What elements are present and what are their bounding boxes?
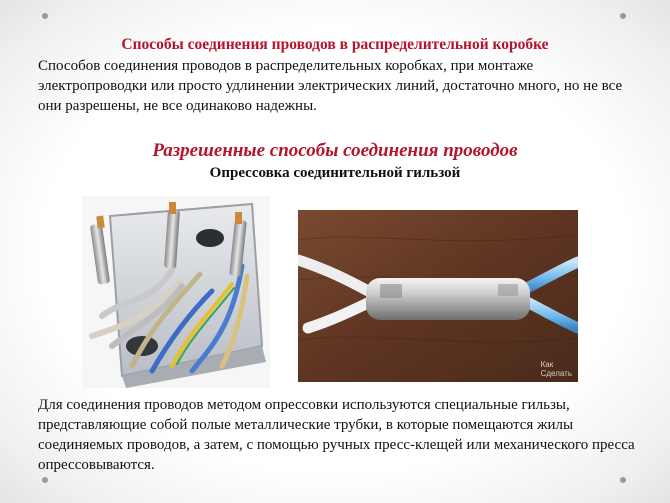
watermark [541, 360, 572, 378]
watermark-line-1: Как [540, 360, 554, 369]
corner-dot-icon [42, 13, 48, 19]
body-paragraph: Для соединения проводов методом опрессовки используются специальные гильзы, представляющие собой полые металлические трубки, в которые помещаются жилы соединяемых проводов, а затем, с помощью ручных пресс-клещей или механического пресса опрессовываются. [38, 397, 635, 473]
corner-dot-icon [620, 477, 626, 483]
intro-paragraph: Способов соединения проводов в распределительных коробках, при монтаже электропроводки или просто удлинении электрических линий, достаточно много, но не все они разрешены, не все одинаково надежны. [38, 58, 623, 114]
section-heading: Опрессовка соединительной гильзой [209, 165, 461, 181]
corner-dot-icon [42, 477, 48, 483]
corner-dot-icon [620, 13, 626, 19]
section-subtitle: Разрешенные способы соединения проводов [152, 140, 518, 161]
crimp-sleeve-photo [298, 210, 578, 382]
watermark-line-2: Сделать [540, 369, 572, 378]
junction-box-photo [82, 196, 270, 388]
page-title: Способы соединения проводов в распределительной коробке [121, 36, 549, 53]
